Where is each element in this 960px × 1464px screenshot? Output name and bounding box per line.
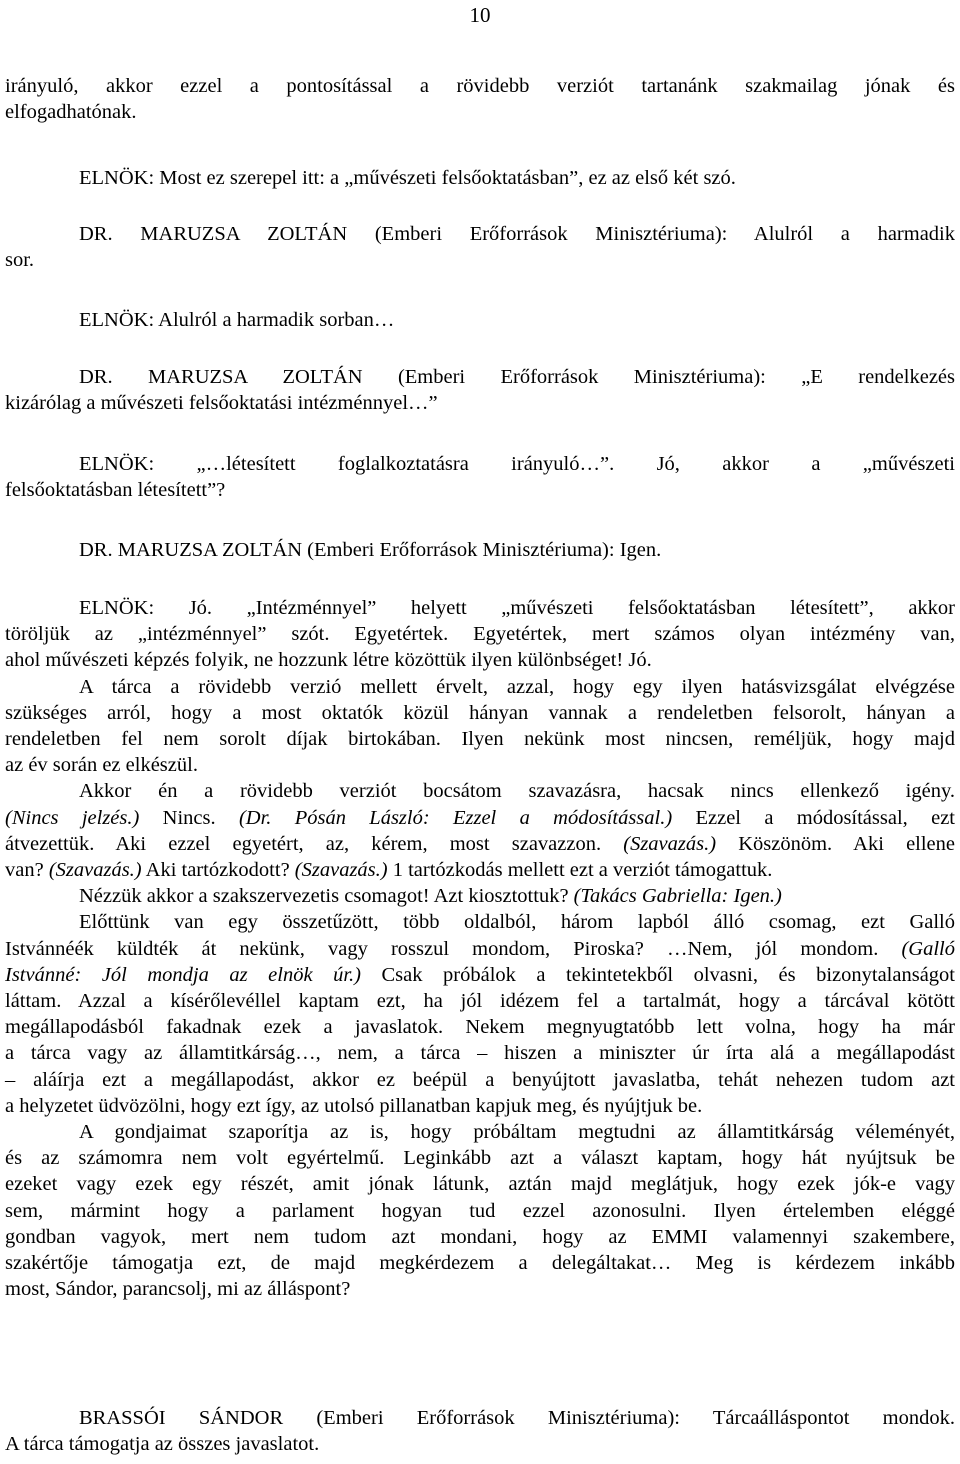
paragraph-3	[5, 221, 955, 273]
text-line: ahol művészeti képzés folyik, ne hozzunk létre közöttük ilyen különbséget! Jó.	[5, 649, 652, 672]
text-line: BRASSÓI SÁNDOR (Emberi Erőforrások Minisztériuma): Tárcaálláspontot mondok.	[79, 1407, 955, 1429]
text-line: irányuló, akkor ezzel a pontosítással a rövidebb verziót tartanánk szakmailag jónak és	[5, 75, 955, 97]
text-run: van?	[5, 859, 49, 882]
text-line	[5, 805, 955, 831]
text-line	[5, 857, 955, 883]
page-number: 10	[469, 3, 491, 27]
text-run: Ezzel a módosítással, ezt	[672, 806, 955, 829]
stage-direction: (Dr. Pósán László: Ezzel a módosítással.)	[238, 806, 673, 829]
text-line: DR. MARUZSA ZOLTÁN (Emberi Erőforrások Minisztériuma): Igen.	[79, 539, 662, 561]
stage-direction: (Galló	[901, 937, 955, 960]
text-line: szükséges arról, hogy a most oktatók közül hányan vannak a rendeletben felsorolt, hányan a	[5, 701, 955, 724]
text-line: sor.	[5, 249, 35, 272]
text-line: szakértője támogatja ezt, de majd megkérdezem a delegáltakat… Meg is kérdezem inkább	[5, 1252, 955, 1275]
text-run: Nincs.	[139, 806, 239, 829]
paragraph-4	[5, 307, 955, 333]
text-line: ELNÖK: Jó. „Intézménnyel” helyett „művészeti felsőoktatásban létesített”, akkor	[79, 597, 955, 619]
stage-direction: (Takács Gabriella: Igen.)	[573, 885, 782, 908]
text-line: A tárca támogatja az összes javaslatot.	[5, 1433, 320, 1456]
text-line: DR. MARUZSA ZOLTÁN (Emberi Erőforrások Minisztériuma): „E rendelkezés	[79, 366, 955, 388]
stage-direction: (Szavazás.)	[294, 859, 388, 882]
text-run: Aki tartózkodott?	[141, 859, 295, 882]
text-line: – aláírja ezt a megállapodást, akkor ez beépül a benyújtott javaslatba, tehát nehezen tudom azt	[5, 1068, 955, 1091]
text-line: ezeket vagy ezek egy részét, amit jónak látunk, aztán majd meglátjuk, hogy ezek jók-e vagy	[5, 1173, 955, 1196]
text-line: A tárca a rövidebb verzió mellett érvelt, azzal, hogy egy ilyen hatásvizsgálat elvégzése	[79, 675, 955, 698]
paragraph-8	[5, 595, 955, 1302]
text-run: Istvánnéék küldték át nekünk, vagy rosszul mondom, Piroska? …Nem, jól mondom.	[5, 937, 902, 960]
text-line: felsőoktatásban létesített”?	[5, 479, 226, 502]
text-run: Csak próbálok a tekintetekből olvasni, és bizonytalanságot	[360, 963, 955, 986]
text-line: ELNÖK: „…létesített foglalkoztatásra irányuló…”. Jó, akkor a „művészeti	[79, 453, 955, 475]
text-line: az év során ez elkészül.	[5, 754, 198, 777]
text-run: átvezettük. Aki ezzel egyetért, az, kérem, most szavazzon.	[5, 832, 624, 855]
text-line: a helyzetet üdvözölni, hogy ezt így, az utolsó pillanatban kapjuk meg, és nyújtjuk be.	[5, 1094, 703, 1117]
text-line: rendeletben fel nem sorolt díjak birtokában. Ilyen nekünk most nincsen, reméljük, hogy majd	[5, 728, 955, 751]
text-line: töröljük az „intézménnyel” szót. Egyetértek. Egyetértek, mert számos olyan intézmény van,	[5, 623, 955, 646]
text-line: sem, mármint hogy a parlament hogyan tud ezzel azonosulni. Ilyen értelemben eléggé	[5, 1199, 955, 1222]
text-line: gondban vagyok, mert nem tudom azt mondani, hogy az EMMI valamennyi szakembere,	[5, 1225, 955, 1248]
stage-direction: (Szavazás.)	[623, 832, 717, 855]
text-line: DR. MARUZSA ZOLTÁN (Emberi Erőforrások Minisztériuma): Alulról a harmadik	[79, 223, 955, 245]
text-line: most, Sándor, parancsolj, mi az álláspont?	[5, 1278, 351, 1301]
text-line: ELNÖK: Most ez szerepel itt: a „művészeti felsőoktatásban”, ez az első két szó.	[79, 167, 736, 189]
text-line: és az számomra nem volt egyértelmű. Leginkább azt a választ kaptam, hogy hát nyújtsuk be	[5, 1147, 955, 1170]
text-run: Köszönöm. Aki ellene	[716, 832, 956, 855]
text-line: Akkor én a rövidebb verziót bocsátom szavazásra, hacsak nincs ellenkező igény.	[79, 780, 955, 803]
text-line: kizárólag a művészeti felsőoktatási intézménnyel…”	[5, 392, 438, 415]
text-run: 1 tartózkodás mellett ezt a verziót támogattuk.	[387, 859, 773, 882]
text-line: Előttünk van egy összetűzött, több oldalból, három lapból álló csomag, ezt Galló	[79, 911, 955, 934]
stage-direction: (Szavazás.)	[48, 859, 142, 882]
paragraph-2	[5, 165, 955, 191]
paragraph-9	[5, 1405, 955, 1457]
paragraph-7	[5, 537, 955, 563]
text-line: A gondjaimat szaporítja az is, hogy próbáltam megtudni az államtitkárság véleményét,	[79, 1121, 955, 1144]
text-run: Nézzük akkor a szakszervezetis csomagot! Azt kiosztottuk?	[79, 885, 574, 908]
stage-direction: (Nincs jelzés.)	[5, 806, 140, 829]
text-line: láttam. Azzal a kísérőlevéllel kaptam ezt, ha jól idézem fel a tartalmát, hogy a tárcával kötött	[5, 990, 955, 1013]
text-line	[5, 936, 955, 962]
paragraph-1	[5, 73, 955, 125]
paragraph-6	[5, 451, 955, 503]
text-line: ELNÖK: Alulról a harmadik sorban…	[79, 309, 395, 331]
text-line	[5, 831, 955, 857]
text-line	[5, 883, 955, 909]
text-line: elfogadhatónak.	[5, 101, 137, 124]
text-line	[5, 962, 955, 988]
paragraph-5	[5, 364, 955, 416]
text-line: a tárca vagy az államtitkárság…, nem, a tárca – hiszen a miniszter úr írta alá a megállapodást	[5, 1042, 955, 1065]
text-line: megállapodásból fakadnak ezek a javaslatok. Nekem megnyugtatóbb lett volna, hogy ha már	[5, 1016, 955, 1039]
stage-direction: Istvánné: Jól mondja az elnök úr.)	[5, 963, 361, 986]
